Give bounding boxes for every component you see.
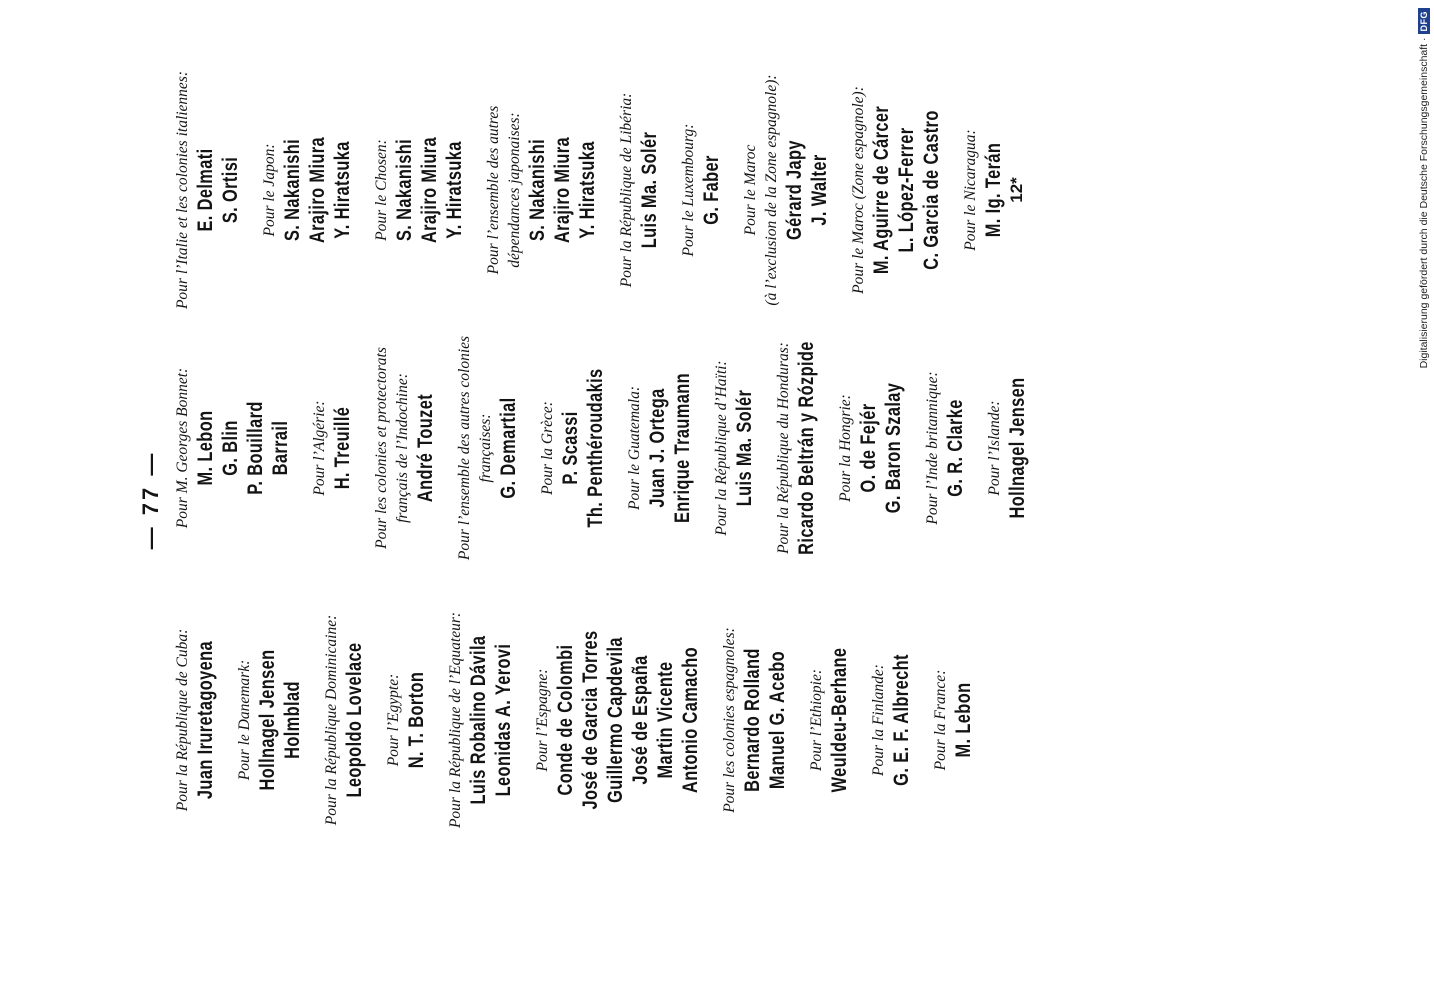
page-number: — 77 —	[138, 450, 163, 550]
signature-block	[371, 298, 438, 598]
signature-block	[930, 570, 976, 870]
signatory-name: Holmblad	[281, 681, 304, 759]
caption: Pour le Chosen:	[373, 139, 390, 241]
signatory-name: G. Baron Szalay	[882, 382, 905, 514]
caption: Pour la République de Cuba:	[174, 628, 191, 812]
digitization-credit	[1412, 8, 1434, 400]
credit-text: Digitalisierung gefördert durch die Deutsche Forschungsgemeinschaft ·	[1418, 37, 1430, 369]
signatory-name: Conde de Colombi	[554, 644, 577, 796]
signatory-name: Juan Iruretagoyena	[194, 640, 217, 800]
signature-block	[371, 40, 467, 340]
caption: Pour le Danemark:	[236, 659, 253, 781]
signature-block	[711, 298, 757, 598]
signatory-name: André Touzet	[414, 393, 437, 503]
signatory-name: C. Garcia de Castro	[920, 110, 943, 270]
caption: Pour les colonies et protectorats	[373, 347, 390, 549]
signatory-name: Hollnagel Jensen	[256, 649, 279, 791]
signature-block	[172, 40, 243, 340]
signature-block	[172, 298, 293, 598]
caption: Pour le Maroc	[742, 144, 759, 236]
signatory-name: Th. Penthéroudakis	[584, 368, 607, 528]
caption: Pour la Hongrie:	[837, 394, 854, 502]
signatory-name: Arajiro Miura	[418, 136, 441, 244]
signatory-name: G. E. F. Albrecht	[890, 654, 913, 786]
signatory-name: Y. Hiratsuka	[443, 141, 466, 239]
caption: Pour l’Egypte:	[385, 673, 402, 767]
signatory-name: Juan J. Ortega	[646, 388, 669, 508]
signatory-name: Manuel G. Acebo	[766, 650, 789, 790]
caption: Pour l’Ethiopie:	[808, 668, 825, 772]
signatory-name: Martin Vicente	[654, 661, 677, 779]
signatory-name: Barrail	[269, 420, 292, 476]
signatory-name: Arajiro Miura	[306, 136, 329, 244]
signature-column-2	[172, 298, 1046, 598]
signatory-name: M. Ig. Terán	[982, 142, 1005, 238]
signatory-name: M. Lebon	[952, 682, 975, 758]
caption: Pour la Grèce:	[539, 401, 556, 495]
caption: Pour l’ensemble des autres colonies	[456, 335, 473, 561]
caption: Pour le Japon:	[261, 143, 278, 237]
signature-block	[483, 40, 600, 340]
signature-block	[616, 40, 662, 340]
signature-block	[172, 570, 218, 870]
signatory-name: G. Faber	[700, 155, 723, 225]
signatory-name: Bernardo Rolland	[741, 648, 764, 792]
signatory-name: Luis Ma. Solér	[733, 389, 756, 507]
signatory-name: Antonio Camacho	[679, 647, 702, 794]
caption: Pour le Nicaragua:	[962, 129, 979, 251]
signatory-name: G. R. Clarke	[944, 399, 967, 497]
signature-block	[454, 298, 521, 598]
signatory-name: Luis Robalino Dávila	[467, 635, 490, 805]
caption: Pour l’Islande:	[986, 400, 1003, 496]
signature-block	[678, 40, 724, 340]
caption: Pour la République Dominicaine:	[323, 614, 340, 826]
caption: (à l’exclusion de la Zone espagnole):	[763, 74, 780, 306]
signatory-name: O. de Fejér	[857, 403, 880, 493]
caption: Pour l’ensemble des autres	[485, 105, 502, 275]
signatory-name: Guillermo Capdevila	[604, 637, 627, 803]
signatory-name: P. Bouillard	[244, 401, 267, 495]
signature-block	[445, 570, 516, 870]
signatory-name: Enrique Traumann	[671, 372, 694, 524]
caption: Pour la Finlande:	[870, 664, 887, 776]
signatory-name: Y. Hiratsuka	[576, 141, 599, 239]
signature-block	[868, 570, 914, 870]
signatory-name: Ricardo Beltrán y Rózpide	[795, 341, 818, 555]
signatory-name: S. Nakanishi	[393, 138, 416, 242]
signature-column-3	[172, 40, 1044, 340]
signatory-name: Arajiro Miura	[551, 136, 574, 244]
signature-block	[624, 298, 695, 598]
signatory-name: José de Garcia Torres	[579, 630, 602, 810]
signatory-name: G. Demartial	[497, 397, 520, 499]
signature-column-1	[172, 570, 992, 870]
signature-block	[806, 570, 852, 870]
signature-block	[234, 570, 305, 870]
signature-block	[719, 570, 790, 870]
signatory-name: H. Treuillé	[331, 406, 354, 490]
signature-block	[321, 570, 367, 870]
caption: Pour les colonies espagnoles:	[721, 627, 738, 813]
caption: Pour la République de l’Equateur:	[447, 611, 464, 829]
signatory-name: Hollnagel Jensen	[1006, 377, 1029, 519]
signatory-name: S. Nakanishi	[281, 138, 304, 242]
caption: Pour l’Algérie:	[311, 400, 328, 496]
caption: Pour la République du Honduras:	[775, 342, 792, 554]
signature-block	[773, 298, 819, 598]
caption: Pour M. Georges Bonnet:	[174, 367, 191, 529]
signatory-name: N. T. Borton	[405, 671, 428, 769]
caption: Pour le Guatemala:	[626, 386, 643, 510]
signatory-name: M. Lebon	[194, 410, 217, 486]
signatory-name: G. Blin	[219, 420, 242, 476]
signature-block	[259, 40, 355, 340]
caption: Pour la République d’Haïti:	[713, 360, 730, 536]
caption: Pour l’Espagne:	[534, 668, 551, 772]
signature-block	[309, 298, 355, 598]
dfg-logo-icon: DFG	[1418, 8, 1430, 35]
signatory-name: José de España	[629, 655, 652, 785]
signature-block	[922, 298, 968, 598]
caption: Pour le Maroc (Zone espagnole):	[850, 86, 867, 294]
signatory-name: J. Walter	[808, 154, 831, 226]
signature-block	[537, 298, 608, 598]
signatory-name: P. Scassi	[559, 411, 582, 485]
signature-block	[740, 40, 832, 340]
signatory-name: L. López-Ferrer	[895, 127, 918, 253]
signature-marker: 12*	[1007, 177, 1026, 203]
signatory-name: Weuldeu-Berhane	[828, 647, 851, 793]
caption: Pour le Luxembourg:	[680, 123, 697, 257]
signature-block	[984, 298, 1030, 598]
caption: français de l’Indochine:	[394, 373, 411, 523]
signatory-name: M. Aguirre de Cárcer	[870, 105, 893, 275]
signature-block	[835, 298, 906, 598]
signature-block	[383, 570, 429, 870]
caption: Pour l’Italie et les colonies italiennes:	[174, 70, 191, 310]
signature-block	[532, 570, 703, 870]
caption: Pour la République de Libéria:	[618, 92, 635, 288]
caption: dépendances japonaises:	[506, 112, 523, 268]
signatory-name: Leopoldo Lovelace	[343, 642, 366, 798]
caption: Pour l’Inde britannique:	[924, 371, 941, 525]
signatory-name: Leonidas A. Yerovi	[492, 643, 515, 797]
signatory-name: Luis Ma. Solér	[638, 131, 661, 249]
signatory-name: S. Ortisi	[219, 156, 242, 224]
caption: françaises:	[477, 413, 494, 483]
signatory-name: E. Delmati	[194, 148, 217, 232]
signature-block	[848, 40, 944, 340]
signatory-name: S. Nakanishi	[526, 138, 549, 242]
signatory-name: Gérard Japy	[783, 140, 806, 240]
signatory-name: Y. Hiratsuka	[331, 141, 354, 239]
signature-block	[960, 40, 1028, 340]
caption: Pour la France:	[932, 669, 949, 771]
